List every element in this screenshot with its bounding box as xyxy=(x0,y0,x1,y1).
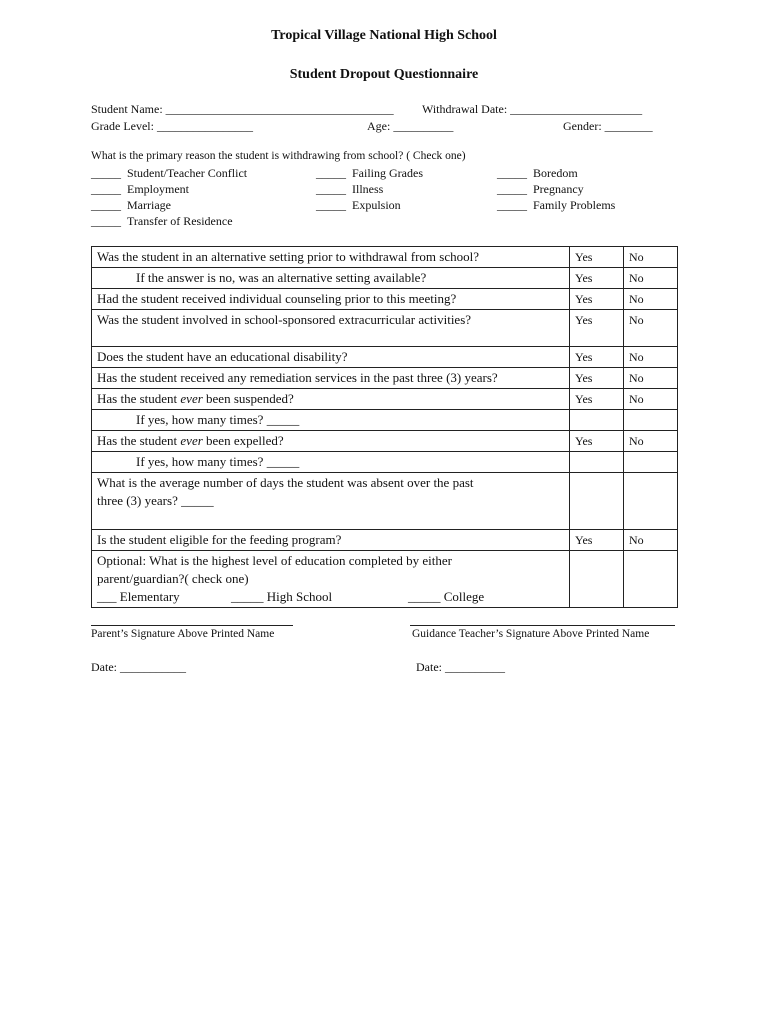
form-title: Student Dropout Questionnaire xyxy=(289,67,479,82)
reason-question: What is the primary reason the student is withdrawing from school? ( Check one) xyxy=(91,150,466,162)
no-cell[interactable]: No xyxy=(624,368,678,389)
withdrawal-date-field[interactable]: Withdrawal Date: ______________________ xyxy=(422,102,643,116)
yes-cell[interactable]: Yes xyxy=(570,530,624,551)
table-row xyxy=(92,289,678,310)
yes-cell-empty[interactable] xyxy=(570,473,624,530)
question-cell: If yes, how many times? _____ xyxy=(92,452,570,473)
questionnaire-table xyxy=(91,246,678,608)
question-cell: Was the student involved in school-sponsored extracurricular activities? xyxy=(92,310,570,347)
yes-cell[interactable]: Yes xyxy=(570,368,624,389)
reason-option[interactable]: _____ Employment xyxy=(91,182,189,196)
no-cell-empty[interactable] xyxy=(624,452,678,473)
table-row xyxy=(92,310,678,347)
question-cell: Has the student ever been suspended? xyxy=(92,389,570,410)
option-college[interactable]: _____ College xyxy=(408,589,485,604)
yes-cell[interactable]: Yes xyxy=(570,389,624,410)
table-row xyxy=(92,268,678,289)
table-row xyxy=(92,452,678,473)
question-cell: Does the student have an educational disability? xyxy=(92,347,570,368)
option-high-school[interactable]: _____ High School xyxy=(231,589,333,604)
no-cell-empty[interactable] xyxy=(624,473,678,530)
no-cell[interactable]: No xyxy=(624,347,678,368)
school-name: Tropical Village National High School xyxy=(271,28,497,43)
grade-level-field[interactable]: Grade Level: ________________ xyxy=(91,119,253,133)
question-cell: Had the student received individual counseling prior to this meeting? xyxy=(92,289,570,310)
parent-signature-label: Parent’s Signature Above Printed Name xyxy=(91,628,275,640)
yes-cell[interactable]: Yes xyxy=(570,431,624,452)
no-cell[interactable]: No xyxy=(624,289,678,310)
table-row xyxy=(92,389,678,410)
teacher-date-field[interactable]: Date: __________ xyxy=(416,660,505,674)
yes-cell-empty[interactable] xyxy=(570,410,624,431)
no-cell-empty[interactable] xyxy=(624,551,678,608)
question-cell: If yes, how many times? _____ xyxy=(92,410,570,431)
reason-option[interactable]: _____ Expulsion xyxy=(316,198,401,212)
yes-cell[interactable]: Yes xyxy=(570,347,624,368)
question-cell: If the answer is no, was an alternative setting available? xyxy=(92,268,570,289)
parent-date-field[interactable]: Date: ___________ xyxy=(91,660,186,674)
teacher-signature-line[interactable] xyxy=(410,625,675,626)
no-cell[interactable]: No xyxy=(624,431,678,452)
reason-option[interactable]: _____ Family Problems xyxy=(497,198,616,212)
option-elementary[interactable]: ___ Elementary xyxy=(97,589,180,604)
table-row xyxy=(92,410,678,431)
question-cell: What is the average number of days the student was absent over the past three (3) years? _____ xyxy=(92,473,570,530)
yes-cell-empty[interactable] xyxy=(570,551,624,608)
table-row xyxy=(92,247,678,268)
question-cell: Is the student eligible for the feeding program? xyxy=(92,530,570,551)
question-cell: Optional: What is the highest level of education completed by either parent/guardian?( check one) ___ Elementary _____ High School _____ College xyxy=(92,551,570,608)
reason-option[interactable]: _____ Boredom xyxy=(497,166,578,180)
reason-option[interactable]: _____ Student/Teacher Conflict xyxy=(91,166,248,180)
reason-option[interactable]: _____ Pregnancy xyxy=(497,182,584,196)
reason-option[interactable]: _____ Transfer of Residence xyxy=(91,214,233,228)
yes-cell[interactable]: Yes xyxy=(570,310,624,347)
yes-cell[interactable]: Yes xyxy=(570,247,624,268)
no-cell[interactable]: No xyxy=(624,530,678,551)
yes-cell-empty[interactable] xyxy=(570,452,624,473)
table-row xyxy=(92,368,678,389)
table-row xyxy=(92,347,678,368)
no-cell[interactable]: No xyxy=(624,389,678,410)
no-cell[interactable]: No xyxy=(624,268,678,289)
age-field[interactable]: Age: __________ xyxy=(367,119,454,133)
question-cell: Has the student received any remediation services in the past three (3) years? xyxy=(92,368,570,389)
reason-option[interactable]: _____ Failing Grades xyxy=(316,166,423,180)
no-cell-empty[interactable] xyxy=(624,410,678,431)
reason-option[interactable]: _____ Illness xyxy=(316,182,384,196)
table-row xyxy=(92,530,678,551)
gender-field[interactable]: Gender: ________ xyxy=(563,119,653,133)
table-row xyxy=(92,473,678,530)
no-cell[interactable]: No xyxy=(624,310,678,347)
parent-signature-line[interactable] xyxy=(91,625,293,626)
table-row xyxy=(92,551,678,608)
teacher-signature-label: Guidance Teacher’s Signature Above Printed Name xyxy=(412,628,650,640)
question-cell: Has the student ever been expelled? xyxy=(92,431,570,452)
student-name-field[interactable]: Student Name: ______________________________________ xyxy=(91,102,394,116)
yes-cell[interactable]: Yes xyxy=(570,268,624,289)
reason-option[interactable]: _____ Marriage xyxy=(91,198,171,212)
yes-cell[interactable]: Yes xyxy=(570,289,624,310)
no-cell[interactable]: No xyxy=(624,247,678,268)
question-cell: Was the student in an alternative setting prior to withdrawal from school? xyxy=(92,247,570,268)
table-row xyxy=(92,431,678,452)
